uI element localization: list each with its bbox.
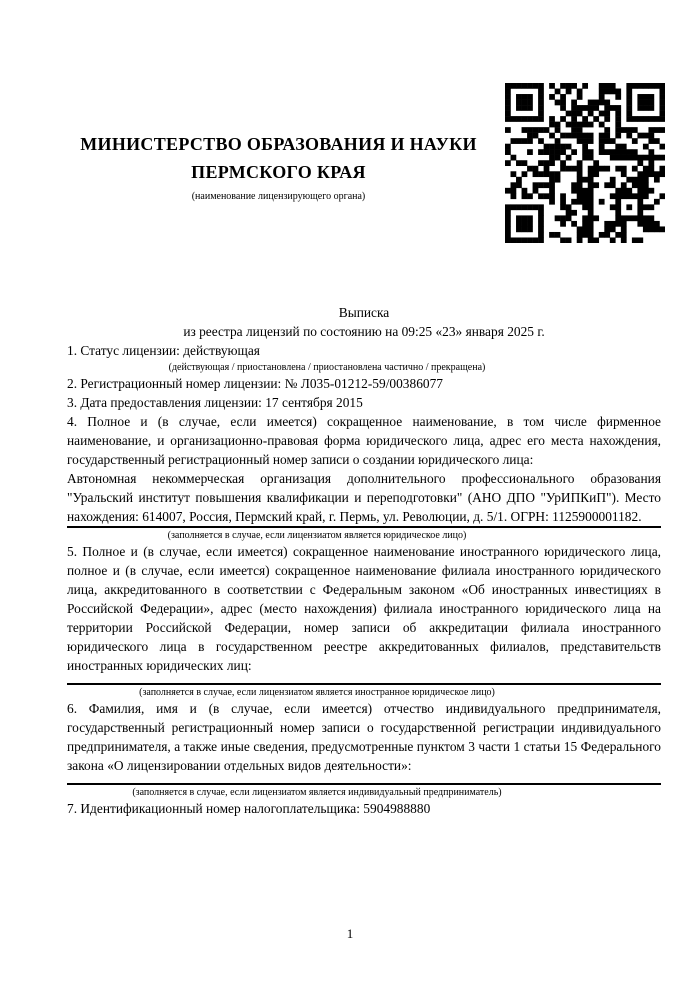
item-6-blank-field bbox=[67, 775, 661, 785]
item-2-registration-number: 2. Регистрационный номер лицензии: № Л035-01212-59/00386077 bbox=[67, 376, 443, 391]
item-4-caption: (заполняется в случае, если лицензиатом является юридическое лицо) bbox=[167, 530, 467, 541]
licensing-authority-header bbox=[67, 130, 490, 203]
item-6-individual-entrepreneur: 6. Фамилия, имя и (в случае, если имеется) отчество индивидуального предпринимателя, государственный регистрационный номер записи о государственной регистрации индивидуального предпринимателя, а также иные сведения, предусмотренные пунктом 3 части 1 статьи 15 Федерального закона «О лицензировании отдельных видов деятельности»: bbox=[67, 701, 661, 773]
item-4-value: Автономная некоммерческая организация дополнительного профессионального образования "Уральский институт повышения квалификации и переподготовки" (АНО ДПО "УрИПКиП"). Место нахождения: 614007, Россия, Пермский край, г. Пермь, ул. Революции, д. 5/1. ОГРН: 1125900001182. bbox=[67, 471, 661, 524]
page-number: 1 bbox=[346, 926, 354, 941]
item-7-taxpayer-number: 7. Идентификационный номер налогоплательщика: 5904988880 bbox=[67, 801, 431, 816]
qr-code-image bbox=[505, 83, 665, 243]
item-1-license-status: 1. Статус лицензии: действующая bbox=[67, 343, 260, 358]
item-3-grant-date: 3. Дата предоставления лицензии: 17 сентября 2015 bbox=[67, 395, 363, 410]
document-title-line1: Выписка bbox=[338, 305, 390, 320]
ministry-name bbox=[67, 130, 490, 186]
qr-code bbox=[505, 83, 665, 243]
document-title-line2: из реестра лицензий по состоянию на 09:25 «23» января 2025 г. bbox=[183, 324, 545, 339]
document-title bbox=[67, 303, 661, 341]
document-body bbox=[67, 303, 661, 818]
item-4-legal-entity bbox=[67, 412, 661, 528]
item-5-blank-field bbox=[67, 675, 661, 685]
item-4-label: 4. Полное и (в случае, если имеется) сокращенное наименование, в том числе фирменное наименование, и организационно-правовая форма юридического лица, адрес его места нахождения, государственный регистрационный номер записи о создании юридического лица: bbox=[67, 414, 661, 467]
item-6-caption: (заполняется в случае, если лицензиатом является индивидуальный предприниматель) bbox=[132, 787, 502, 798]
ministry-name-line1: МИНИСТЕРСТВО ОБРАЗОВАНИЯ И НАУКИ bbox=[80, 134, 477, 154]
licensing-authority-caption: (наименование лицензирующего органа) bbox=[191, 191, 366, 202]
item-1-caption: (действующая / приостановлена / приостановлена частично / прекращена) bbox=[168, 362, 486, 373]
ministry-name-line2: ПЕРМСКОГО КРАЯ bbox=[191, 162, 366, 182]
item-5-foreign-entity: 5. Полное и (в случае, если имеется) сокращенное наименование иностранного юридического лица, полное и (в случае, если имеется) сокращенное наименование филиала иностранного юридического лица, аккредитованного в соответствии с Федеральным законом «Об иностранных инвестициях в Российской Федерации», адрес (место нахождения) филиала иностранного юридического лица на территории Российской Федерации, номер записи об аккредитации филиала иностранного юридического лица в государственном реестре аккредитованных филиалов, представительств иностранных юридических лиц: bbox=[67, 544, 661, 673]
item-5-caption: (заполняется в случае, если лицензиатом является иностранное юридическое лицо) bbox=[139, 687, 495, 698]
